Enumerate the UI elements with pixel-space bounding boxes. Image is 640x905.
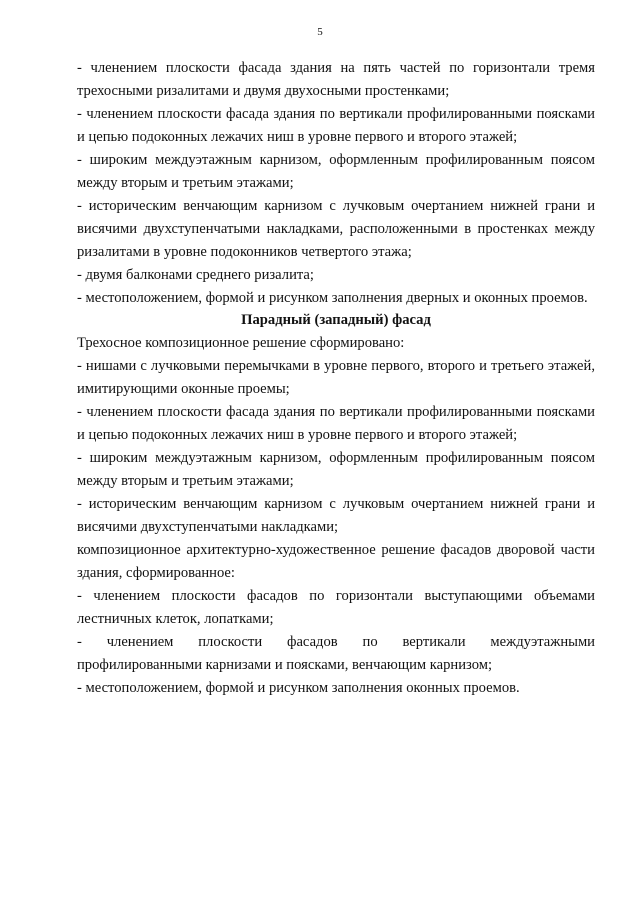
paragraph: - местоположением, формой и рисунком заполнения оконных проемов. <box>77 679 520 696</box>
paragraph: композиционное архитектурно-художественное решение фасадов дворовой части здания, сформированное: <box>77 542 595 581</box>
paragraph: - членением плоскости фасадов по вертикали междуэтажными профилированными карнизами и поясками, венчающим карнизом; <box>77 633 595 673</box>
paragraph: - членением плоскости фасадов по горизонтали выступающими объемами лестничных клеток, лопатками; <box>77 587 595 627</box>
paragraph: - историческим венчающим карнизом с лучковым очертанием нижней грани и висячими двухступенчатыми накладками, расположенными в простенках между ризалитами в уровне подоконников четвертого этажа; <box>77 197 595 260</box>
paragraph: - двумя балконами среднего ризалита; <box>77 266 314 283</box>
paragraph: - местоположением, формой и рисунком заполнения дверных и оконных проемов. <box>77 289 588 306</box>
paragraph: - широким междуэтажным карнизом, оформленным профилированным поясом между вторым и третьим этажами; <box>77 151 595 191</box>
paragraph: - нишами с лучковыми перемычками в уровне первого, второго и третьего этажей, имитирующими оконные проемы; <box>77 358 595 398</box>
paragraph: - членением плоскости фасада здания по вертикали профилированными поясками и цепью подоконных лежачих ниш в уровне первого и второго этажей; <box>77 105 595 145</box>
paragraph: - членением плоскости фасада здания на пять частей по горизонтали тремя трехосными ризалитами и двумя двухосными простенками; <box>77 60 595 99</box>
document-body <box>77 57 595 700</box>
page-number: 5 <box>317 26 323 38</box>
section-heading: Парадный (западный) фасад <box>241 312 431 329</box>
paragraph: - членением плоскости фасада здания по вертикали профилированными поясками и цепью подоконных лежачих ниш в уровне первого и второго этажей; <box>77 404 595 444</box>
paragraph: - историческим венчающим карнизом с лучковым очертанием нижней грани и висячими двухступенчатыми накладками; <box>77 496 595 536</box>
paragraph: - широким междуэтажным карнизом, оформленным профилированным поясом между вторым и третьим этажами; <box>77 450 595 490</box>
paragraph: Трехосное композиционное решение сформировано: <box>77 335 405 352</box>
